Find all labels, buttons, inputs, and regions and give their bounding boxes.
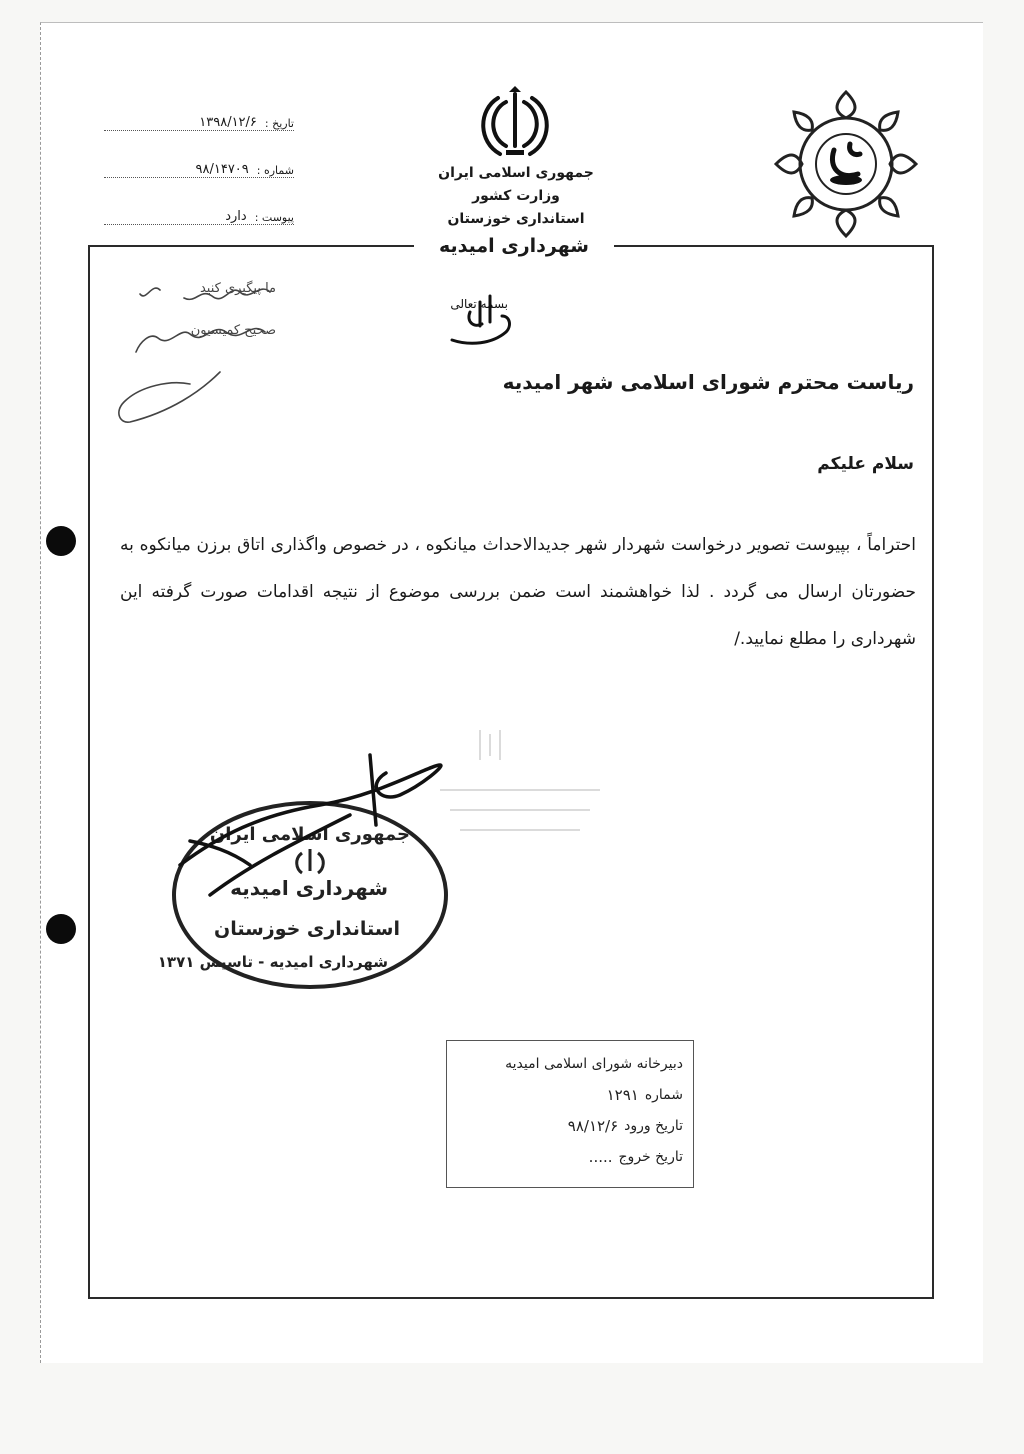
stamp-line-2: شهرداری امیدیه: [230, 876, 388, 900]
greeting-line: سلام علیکم: [817, 454, 914, 474]
header-rule-right: [614, 245, 932, 247]
handwriting-line-1: ما پیگیری کنید: [199, 281, 276, 296]
letter-body: احتراماً ، بپیوست تصویر درخواست شهردار شهر جدیدالاحداث میانکوه ، در خصوص واگذاری اتاق برزن میانکوه به حضورتان ارسال می گردد . لذا خواهشمند است ضمن بررسی موضوع از نتیجه اقدامات صورت گرفته این شهرداری را مطلع نمایید./: [120, 535, 916, 649]
header-rule-left: [88, 245, 414, 247]
punch-hole-lower: [46, 914, 76, 944]
stamp-line-3: استانداری خوزستان: [213, 918, 400, 940]
date-value: ۱۳۹۸/۱۲/۶: [199, 115, 257, 130]
bismillah-mark: [440, 282, 520, 352]
municipality-logo-icon: [768, 82, 924, 244]
stamp-emblem-icon: [297, 849, 324, 873]
letter-metadata: [104, 104, 294, 225]
municipality-name: شهرداری امیدیه: [414, 229, 614, 263]
number-label: شماره :: [256, 164, 294, 177]
handwriting-line-2: صحیح کمیسیون: [190, 323, 276, 338]
attachment-value: دارد: [225, 209, 247, 224]
ministry-line: وزارت کشور: [472, 188, 560, 204]
number-row: [104, 151, 294, 178]
bismillah-text: بسمه تعالی: [450, 297, 508, 311]
province-line: استانداری خوزستان: [447, 211, 585, 227]
country-line: جمهوری اسلامی ایران: [438, 165, 594, 181]
official-stamp: [150, 745, 480, 995]
attachment-row: [104, 198, 294, 225]
registry-exit-label: تاریخ خروج: [618, 1149, 683, 1165]
government-heading: [400, 162, 632, 231]
handwritten-note: [100, 262, 300, 442]
attachment-label: پیوست :: [254, 211, 294, 224]
registry-number-value: ۱۲۹۱: [606, 1086, 639, 1104]
registry-exit-value: .....: [588, 1148, 613, 1166]
national-emblem-icon: [476, 84, 554, 168]
date-row: [104, 104, 294, 131]
registry-entry-label: تاریخ ورود: [624, 1118, 683, 1134]
number-value: ۹۸/۱۴۷۰۹: [195, 162, 249, 177]
registry-title-row: [457, 1049, 683, 1080]
registry-title: دبیرخانه شورای اسلامی امیدیه: [505, 1056, 683, 1072]
recipient-line: ریاست محترم شورای اسلامی شهر امیدیه: [502, 370, 914, 394]
date-label: تاریخ :: [264, 117, 294, 130]
punch-hole-upper: [46, 526, 76, 556]
registry-entry-value: ۹۸/۱۲/۶: [567, 1117, 619, 1135]
registry-stamp: [446, 1040, 694, 1188]
registry-number-label: شماره: [644, 1087, 683, 1103]
registry-exit-row: [457, 1142, 683, 1173]
stamp-line-1: جمهوری اسلامی ایران: [209, 824, 410, 845]
registry-number-row: [457, 1080, 683, 1111]
registry-entry-row: [457, 1111, 683, 1142]
stamp-line-4: شهرداری امیدیه - تاسیس ۱۳۷۱: [157, 953, 388, 971]
